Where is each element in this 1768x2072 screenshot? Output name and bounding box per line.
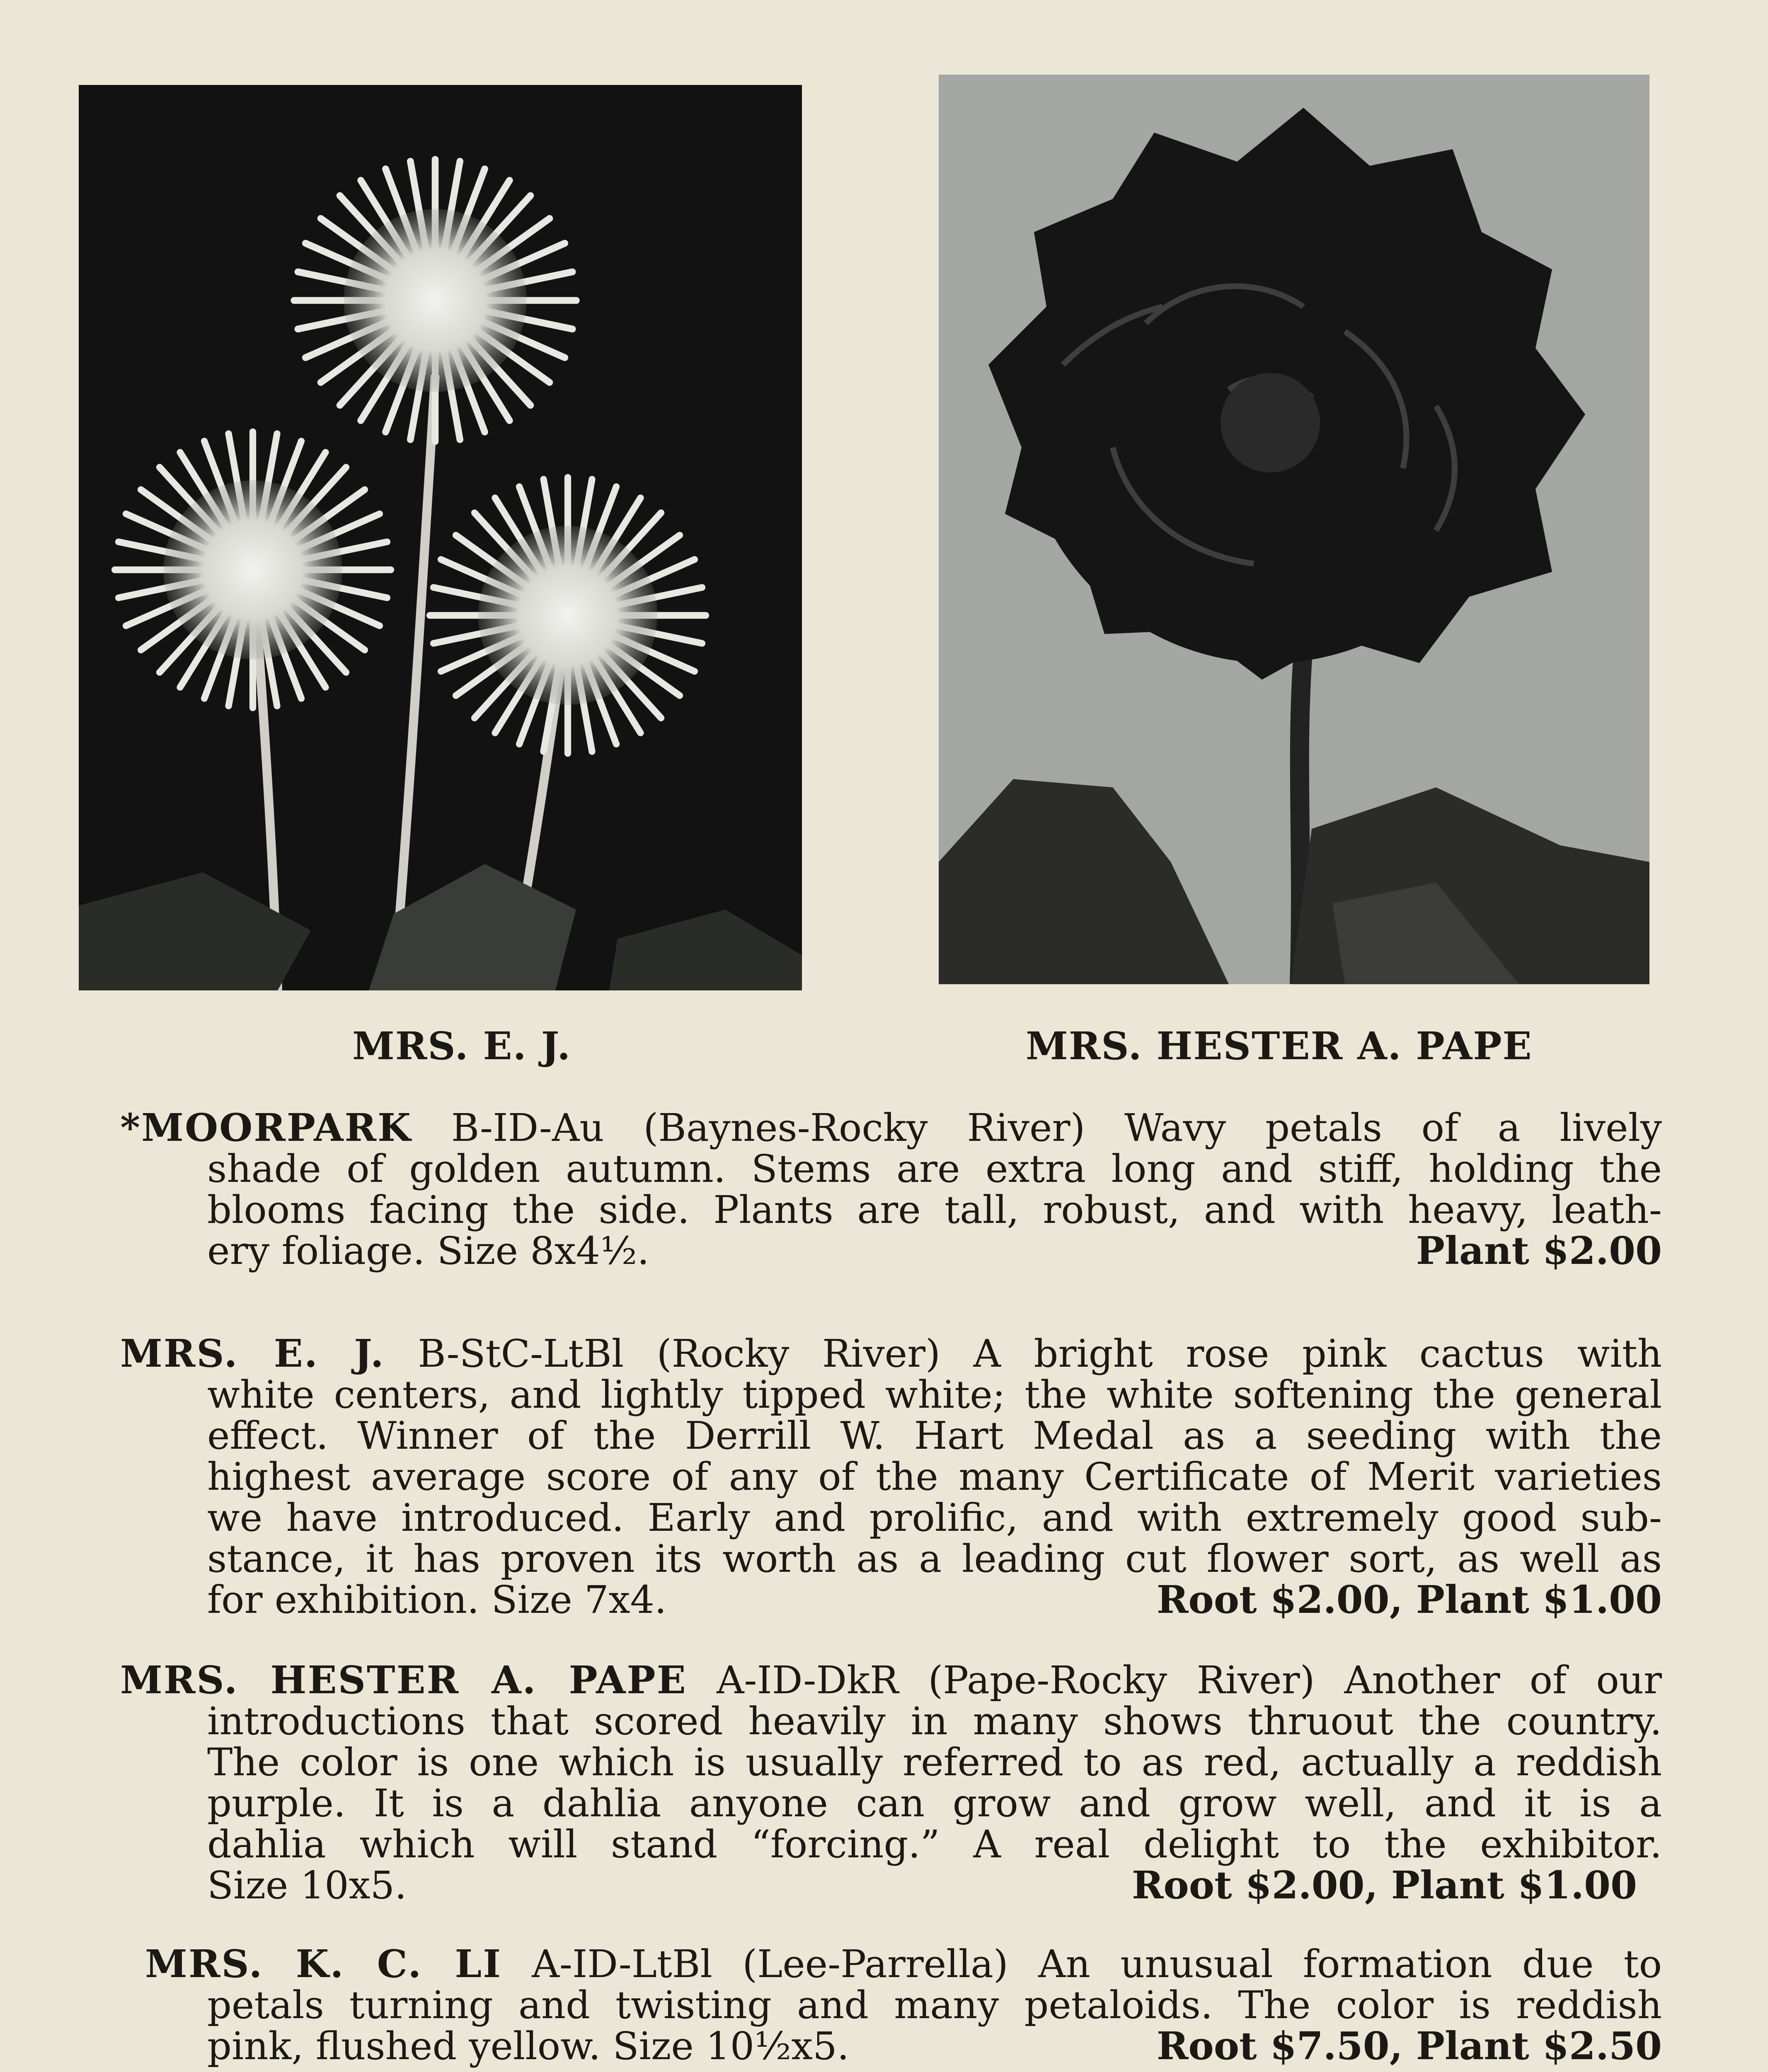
entry-line: blooms facing the side. Plants are tall, robust, and with heavy, leath- (207, 1188, 1662, 1232)
entry-line: for exhibition. Size 7x4. Root $2.00, Plant $1.00 (207, 1577, 1662, 1622)
photo-mrs-hester-a-pape (939, 75, 1649, 984)
leaves (79, 864, 802, 990)
entry-mrs-e-j (120, 1333, 1662, 1620)
entry-moorpark (120, 1107, 1662, 1271)
price: Root $2.00, Plant $1.00 (1131, 1863, 1637, 1907)
entry-mrs-hester-a-pape (120, 1660, 1662, 1906)
variety-name: MRS. K. C. LI (145, 1941, 502, 1986)
entry-line: MRS. K. C. LI A-ID-LtBl (Lee-Parrella) An unusual formation due to (145, 1941, 1662, 1986)
entry-line: ery foliage. Size 8x4½. Plant $2.00 (207, 1228, 1662, 1273)
entry-line: petals turning and twisting and many petaloids. The color is reddish (207, 1983, 1662, 2027)
entry-line: introductions that scored heavily in many shows thruout the country. (207, 1699, 1662, 1743)
entry-line: pink, flushed yellow. Size 10½x5. Root $7.50, Plant $2.50 (207, 2024, 1662, 2068)
entry-mrs-k-c-li (120, 1941, 1662, 2068)
entry-line: effect. Winner of the Derrill W. Hart Medal as a seeding with the (207, 1414, 1662, 1458)
variety-name: MRS. E. J. (120, 1331, 385, 1376)
variety-name: MRS. HESTER A. PAPE (120, 1658, 687, 1702)
price: Root $2.00, Plant $1.00 (1156, 1577, 1662, 1622)
price: Root $7.50, Plant $2.50 (1156, 2024, 1662, 2068)
price: Plant $2.00 (1416, 1228, 1662, 1273)
entry-line: MRS. E. J. B-StC-LtBl (Rocky River) A bright rose pink cactus with (120, 1331, 1662, 1376)
entry-line: Size 10x5. Root $2.00, Plant $1.00 (207, 1863, 1637, 1907)
caption-right: MRS. HESTER A. PAPE (1026, 1024, 1533, 1068)
entry-line: stance, it has proven its worth as a leading cut flower sort, as well as (207, 1537, 1662, 1581)
entry-line: shade of golden autumn. Stems are extra long and stiff, holding the (207, 1147, 1662, 1191)
caption-left: MRS. E. J. (352, 1024, 572, 1068)
entry-line: purple. It is a dahlia anyone can grow and grow well, and it is a (207, 1781, 1662, 1825)
entry-line: *MOORPARK B-ID-Au (Baynes-Rocky River) Wavy petals of a lively (120, 1105, 1662, 1150)
entry-line: dahlia which will stand “forcing.” A real delight to the exhibitor. (207, 1822, 1662, 1866)
photo-mrs-e-j (79, 85, 802, 990)
entry-line: we have introduced. Early and prolific, and with extremely good sub- (207, 1496, 1662, 1540)
entry-line: MRS. HESTER A. PAPE A-ID-DkR (Pape-Rocky River) Another of our (120, 1658, 1662, 1702)
variety-name: *MOORPARK (120, 1105, 412, 1150)
entry-line: The color is one which is usually referred to as red, actually a reddish (207, 1740, 1662, 1784)
entry-line: highest average score of any of the many Certificate of Merit varieties (207, 1455, 1662, 1499)
entry-line: white centers, and lightly tipped white; the white softening the general (207, 1372, 1662, 1417)
